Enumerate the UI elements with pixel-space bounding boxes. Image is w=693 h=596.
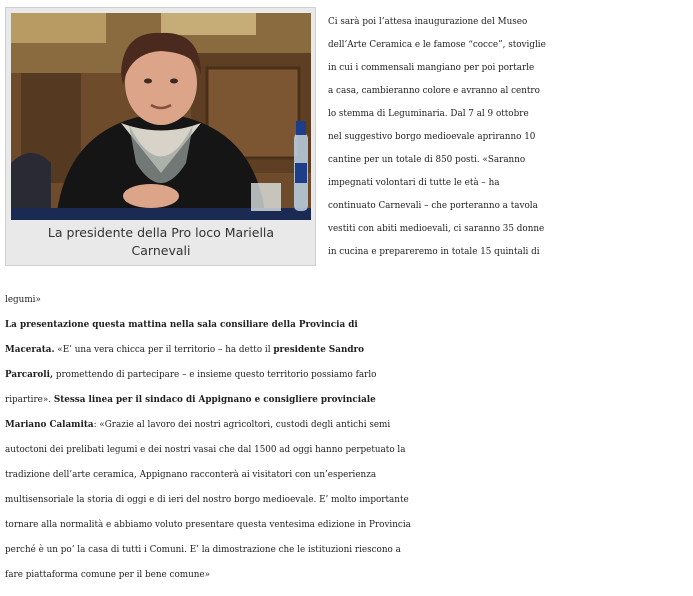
caption-line: Carnevali xyxy=(131,243,191,258)
body-text: promettendo di partecipare – e insieme questo territorio possiamo farlo xyxy=(53,370,377,380)
caption-line: La presidente della Pro loco Mariella xyxy=(47,225,275,240)
bold-text: presidente Sandro xyxy=(273,345,364,355)
paragraph-line xyxy=(5,388,693,412)
paragraph-line xyxy=(5,313,693,337)
speaker-photo xyxy=(11,13,311,220)
paragraph-line xyxy=(5,363,693,387)
paragraph-line xyxy=(5,538,693,562)
paragraph-line xyxy=(5,488,693,512)
paragraph-line: Ci sarà poi l’attesa inaugurazione del Museo xyxy=(328,17,528,27)
body-text: multisensoriale la storia di oggi e di ieri del nostro borgo medioevale. E’ molto importante xyxy=(5,495,409,505)
paragraph-line: nel suggestivo borgo medioevale apriranno 10 xyxy=(328,132,536,142)
paragraph-line xyxy=(5,463,693,487)
bold-text: La presentazione questa mattina nella sala consiliare della Provincia di xyxy=(5,320,358,330)
paragraph-line: a casa, cambieranno colore e avranno al centro xyxy=(328,86,540,96)
body-text: legumi» xyxy=(5,295,41,305)
body-text: perché è un po’ la casa di tutti i Comuni. E’ la dimostrazione che le istituzioni riescono a xyxy=(5,545,401,555)
body-text: fare piattaforma comune per il bene comune» xyxy=(5,570,211,580)
body-text: tradizione dell’arte ceramica, Appignano racconterà ai visitatori con un’esperienza xyxy=(5,470,377,480)
paragraph-line: dell’Arte Ceramica e le famose “cocce”, stoviglie xyxy=(328,40,546,50)
paragraph-line: impegnati volontari di tutte le età – ha xyxy=(328,178,500,188)
paragraph-line xyxy=(5,413,693,437)
article-figure xyxy=(5,7,316,266)
paragraph-line xyxy=(5,338,693,362)
body-text: ripartire». xyxy=(5,395,54,405)
photo-caption xyxy=(11,224,311,260)
paragraph-line: vestiti con abiti medioevali, ci saranno 35 donne xyxy=(328,224,545,234)
paragraph-line xyxy=(5,288,693,312)
speaker-photo-image xyxy=(11,13,311,220)
body-text: autoctoni dei prelibati legumi e dei nostri vasai che dal 1500 ad oggi hanno perpetuato la xyxy=(5,445,406,455)
bold-text: Macerata. xyxy=(5,345,55,355)
bold-text: Mariano Calamita xyxy=(5,420,94,430)
paragraph-line: in cucina e prepareremo in totale 15 quintali di xyxy=(328,247,540,257)
paragraph-line xyxy=(5,563,693,587)
paragraph-line xyxy=(5,438,693,462)
paragraph-line: continuato Carnevali – che porteranno a tavola xyxy=(328,201,538,211)
bold-text: Parcaroli, xyxy=(5,370,54,380)
paragraph-line xyxy=(5,513,693,537)
paragraph-line: lo stemma di Leguminaria. Dal 7 al 9 ottobre xyxy=(328,109,529,119)
bold-text: Stessa linea per il sindaco di Appignano e consigliere provinciale xyxy=(53,395,376,405)
body-text: «E’ una vera chicca per il territorio – ha detto il xyxy=(54,345,274,355)
body-text: tornare alla normalità e abbiamo voluto presentare questa ventesima edizione in Provincia xyxy=(5,520,411,530)
paragraph-line: cantine per un totale di 850 posti. «Saranno xyxy=(328,155,526,165)
paragraph-line: in cui i commensali mangiano per poi portarle xyxy=(328,63,535,73)
body-text: : «Grazie al lavoro dei nostri agricoltori, custodi degli antichi semi xyxy=(93,420,391,430)
